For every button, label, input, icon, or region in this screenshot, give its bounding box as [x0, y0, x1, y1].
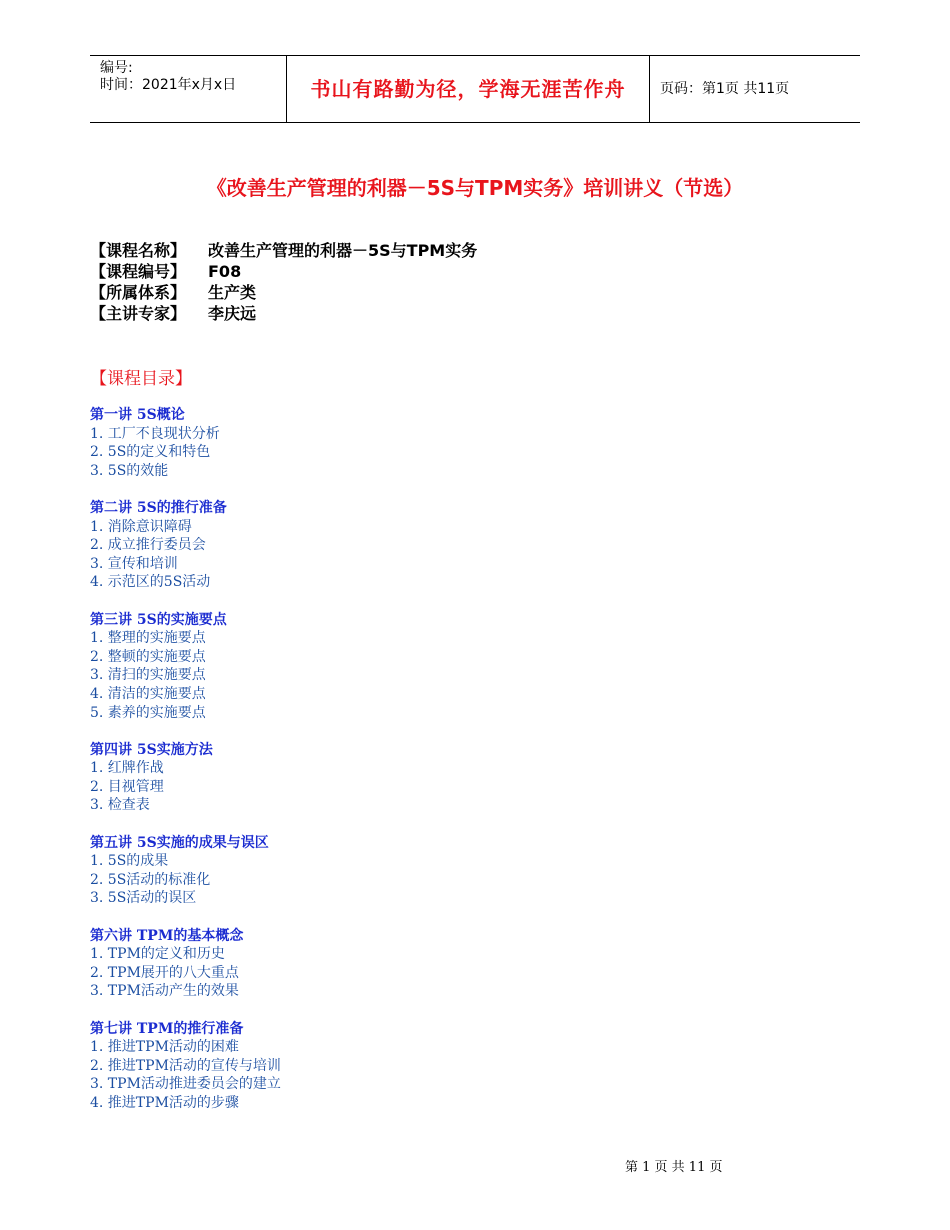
course-meta: [90, 240, 477, 324]
toc-item: 1. 红牌作战: [90, 760, 164, 777]
header-page-cell: [650, 56, 860, 122]
toc-item: 3. 5S的效能: [90, 462, 169, 479]
toc-item: 1. 消除意识障碍: [90, 518, 192, 535]
meta-key: 【课程名称】: [90, 241, 187, 260]
toc-item: 1. 整理的实施要点: [90, 630, 206, 647]
toc-section: [90, 741, 281, 815]
toc-item: 3. TPM活动推进委员会的建立: [90, 1076, 281, 1093]
toc-heading: 【课程目录】: [90, 369, 192, 389]
toc-item: 3. 5S活动的误区: [90, 890, 197, 907]
toc-item: 3. TPM活动产生的效果: [90, 983, 239, 1000]
toc-item: 5. 素养的实施要点: [90, 704, 206, 721]
toc-item: 1. TPM的定义和历史: [90, 946, 225, 963]
toc-item: 2. 5S活动的标准化: [90, 871, 211, 888]
toc-section-title: 第七讲 TPM的推行准备: [90, 1020, 244, 1037]
toc-item: 1. 推进TPM活动的困难: [90, 1039, 239, 1056]
meta-key: 【所属体系】: [90, 283, 187, 302]
meta-row: [90, 303, 477, 324]
toc-section: [90, 1020, 281, 1113]
toc-item: 2. 目视管理: [90, 778, 164, 795]
toc-item: 2. TPM展开的八大重点: [90, 964, 239, 981]
table-of-contents: [90, 406, 281, 1131]
toc-item: 4. 推进TPM活动的步骤: [90, 1094, 239, 1111]
toc-section: [90, 406, 281, 480]
toc-item: 2. 推进TPM活动的宣传与培训: [90, 1057, 281, 1074]
meta-row: [90, 261, 477, 282]
toc-section-title: 第二讲 5S的推行准备: [90, 499, 227, 516]
toc-item: 4. 示范区的5S活动: [90, 574, 211, 591]
toc-section: [90, 927, 281, 1001]
toc-item: 3. 宣传和培训: [90, 555, 178, 572]
toc-section: [90, 499, 281, 592]
meta-row: [90, 240, 477, 261]
toc-section-title: 第六讲 TPM的基本概念: [90, 927, 244, 944]
meta-key: 【课程编号】: [90, 262, 187, 281]
toc-section-title: 第三讲 5S的实施要点: [90, 611, 227, 628]
toc-item: 2. 整顿的实施要点: [90, 648, 206, 665]
page-footer: 第 1 页 共 11 页: [625, 1160, 723, 1175]
toc-item: 4. 清洁的实施要点: [90, 685, 206, 702]
motto: 书山有路勤为径，学海无涯苦作舟: [310, 77, 626, 101]
toc-item: 1. 5S的成果: [90, 853, 169, 870]
meta-value: F08: [208, 262, 242, 281]
page-label: 页码：第1页 共11页: [660, 81, 790, 97]
header-motto-cell: [287, 56, 650, 122]
meta-row: [90, 282, 477, 303]
header-table: [90, 55, 860, 123]
meta-value: 李庆远: [208, 304, 257, 323]
toc-item: 1. 工厂不良现状分析: [90, 425, 220, 442]
toc-section: [90, 834, 281, 908]
toc-section-title: 第四讲 5S实施方法: [90, 741, 213, 758]
header-info-cell: [90, 56, 287, 122]
toc-section-title: 第五讲 5S实施的成果与误区: [90, 834, 269, 851]
time-label: 时间：2021年x月x日: [100, 77, 237, 93]
toc-item: 3. 清扫的实施要点: [90, 667, 206, 684]
toc-item: 2. 成立推行委员会: [90, 537, 206, 554]
meta-value: 改善生产管理的利器－5S与TPM实务: [208, 241, 478, 260]
toc-section-title: 第一讲 5S概论: [90, 407, 185, 423]
toc-item: 2. 5S的定义和特色: [90, 444, 211, 461]
meta-key: 【主讲专家】: [90, 304, 187, 323]
meta-value: 生产类: [208, 283, 257, 302]
toc-item: 3. 检查表: [90, 797, 150, 814]
code-label: 编号:: [100, 60, 133, 76]
toc-section: [90, 611, 281, 723]
document-title: 《改善生产管理的利器－5S与TPM实务》培训讲义（节选）: [206, 176, 744, 200]
